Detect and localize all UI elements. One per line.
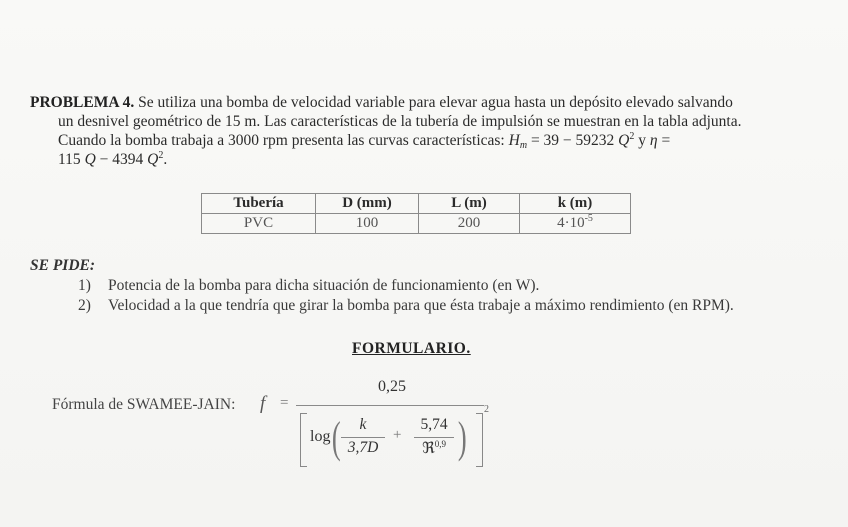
problem-label: PROBLEMA 4.	[30, 94, 135, 111]
formulario-heading: FORMULARIO.	[352, 340, 471, 357]
table-header-row	[202, 194, 631, 214]
list-item: 2) Velocidad a la que tendría que girar la bomba para que ésta trabaje a máximo rendimiento (en RPM).	[78, 296, 734, 314]
fraction-bar	[296, 405, 484, 406]
problem-line-4: 115 Q − 4394 $Q^2$.	[58, 150, 168, 168]
header-tuberia: Tubería	[202, 194, 316, 214]
list-item: 1) Potencia de la bomba para dicha situación de funcionamiento (en W).	[78, 277, 540, 294]
left-bracket	[300, 413, 307, 467]
cell-material: PVC	[202, 214, 316, 234]
problem-line-1: PROBLEMA 4. Se utiliza una bomba de velocidad variable para elevar agua hasta un depósito elevado salvando	[30, 94, 733, 111]
question-list	[78, 276, 734, 315]
formula-equals: =	[280, 395, 289, 411]
cell-roughness: $4\cdot 10^{-5}$	[520, 214, 631, 234]
plus-sign: +	[393, 427, 402, 443]
table-row	[202, 214, 631, 234]
left-paren: (	[331, 413, 341, 462]
header-length: L (m)	[419, 194, 520, 214]
pipe-data-table	[201, 193, 631, 234]
reynolds-fraction: 5,74 ℜ$^{0,9}$	[414, 416, 454, 459]
formula-numerator: 0,25	[378, 378, 406, 395]
formula-label: Fórmula de SWAMEE-JAIN:	[52, 396, 236, 413]
header-roughness: k (m)	[520, 194, 631, 214]
formula-f-symbol: f	[260, 393, 266, 414]
se-pide-heading: SE PIDE:	[30, 257, 96, 274]
problem-statement	[30, 93, 820, 169]
problem-line-3: Cuando la bomba trabaja a 3000 rpm presenta las curvas características: $H_m = 39 - 59232$ $Q^2$ y η =	[58, 131, 671, 151]
log-label: log	[310, 428, 331, 445]
problem-line-2: un desnivel geométrico de 15 m. Las características de la tubería de impulsión se muestran en la tabla adjunta.	[58, 113, 742, 130]
cell-length: 200	[419, 214, 520, 234]
roughness-fraction: k 3,7D	[341, 416, 385, 459]
right-paren: )	[457, 413, 467, 462]
cell-diameter: 100	[316, 214, 419, 234]
square-exponent: 2	[484, 404, 489, 415]
right-bracket	[476, 413, 483, 467]
header-diameter: D (mm)	[316, 194, 419, 214]
